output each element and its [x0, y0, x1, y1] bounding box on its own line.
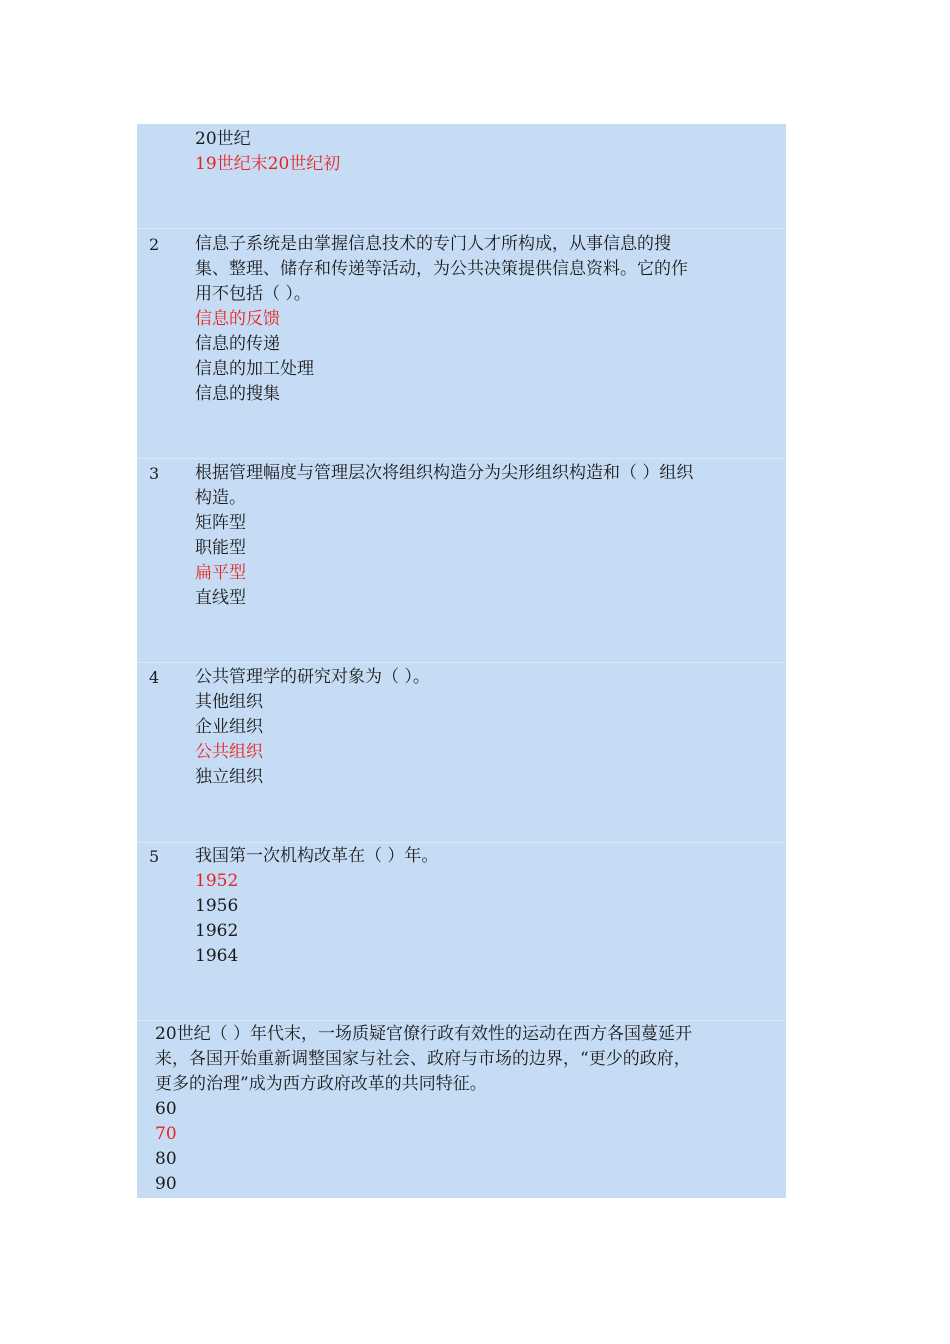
option-text: 独立组织 [195, 767, 263, 787]
question-content [195, 665, 765, 790]
option-text: 1962 [195, 921, 239, 941]
question-block-prev [137, 124, 786, 228]
option-text: 1964 [195, 946, 239, 966]
question-content [195, 844, 765, 969]
correct-option-text: 1952 [195, 871, 239, 891]
question-text-line: 信息子系统是由掌握信息技术的专门人才所构成，从事信息的搜 [195, 234, 671, 254]
correct-option-text: 信息的反馈 [195, 309, 280, 329]
question-text-line: 更多的治理”成为西方政府改革的共同特征。 [155, 1074, 487, 1094]
question-text-line: 构造。 [195, 488, 246, 508]
option-text: 信息的加工处理 [195, 359, 314, 379]
question-text-line: 根据管理幅度与管理层次将组织构造分为尖形组织构造和（ ）组织 [195, 463, 694, 483]
question-text-line: 来，各国开始重新调整国家与社会、政府与市场的边界，“更少的政府， [155, 1049, 691, 1069]
question-content [195, 127, 765, 177]
question-text-line: 公共管理学的研究对象为（ ）。 [195, 667, 430, 687]
option-text: 职能型 [195, 538, 246, 558]
option-text: 其他组织 [195, 692, 263, 712]
question-number: 2 [149, 235, 160, 254]
question-block-2 [137, 228, 786, 458]
question-block-3 [137, 458, 786, 662]
option-text: 矩阵型 [195, 513, 246, 533]
question-number: 5 [149, 847, 160, 866]
question-text-line: 用不包括（ ）。 [195, 284, 311, 304]
option-text: 企业组织 [195, 717, 263, 737]
question-text-line: 我国第一次机构改革在（ ）年。 [195, 846, 439, 866]
question-content [195, 461, 765, 611]
question-block-5 [137, 842, 786, 1020]
option-text: 信息的搜集 [195, 384, 280, 404]
correct-option-text: 70 [155, 1124, 177, 1144]
option-text: 80 [155, 1149, 177, 1169]
question-block-4 [137, 662, 786, 842]
question-number: 3 [149, 464, 160, 483]
correct-option-text: 19世纪末20世纪初 [195, 154, 341, 174]
question-content [155, 1022, 767, 1197]
quiz-panel [137, 124, 786, 1198]
question-text-line: 20世纪（ ）年代末，一场质疑官僚行政有效性的运动在西方各国蔓延开 [155, 1024, 693, 1044]
option-text: 1956 [195, 896, 239, 916]
option-text: 20世纪 [195, 129, 251, 149]
question-text-line: 集、整理、储存和传递等活动，为公共决策提供信息资料。它的作 [195, 259, 688, 279]
correct-option-text: 扁平型 [195, 563, 246, 583]
option-text: 90 [155, 1174, 177, 1194]
question-block-6 [137, 1020, 786, 1198]
option-text: 60 [155, 1099, 177, 1119]
option-text: 信息的传递 [195, 334, 280, 354]
correct-option-text: 公共组织 [195, 742, 263, 762]
question-number: 4 [149, 668, 160, 687]
option-text: 直线型 [195, 588, 246, 608]
question-content [195, 232, 765, 407]
